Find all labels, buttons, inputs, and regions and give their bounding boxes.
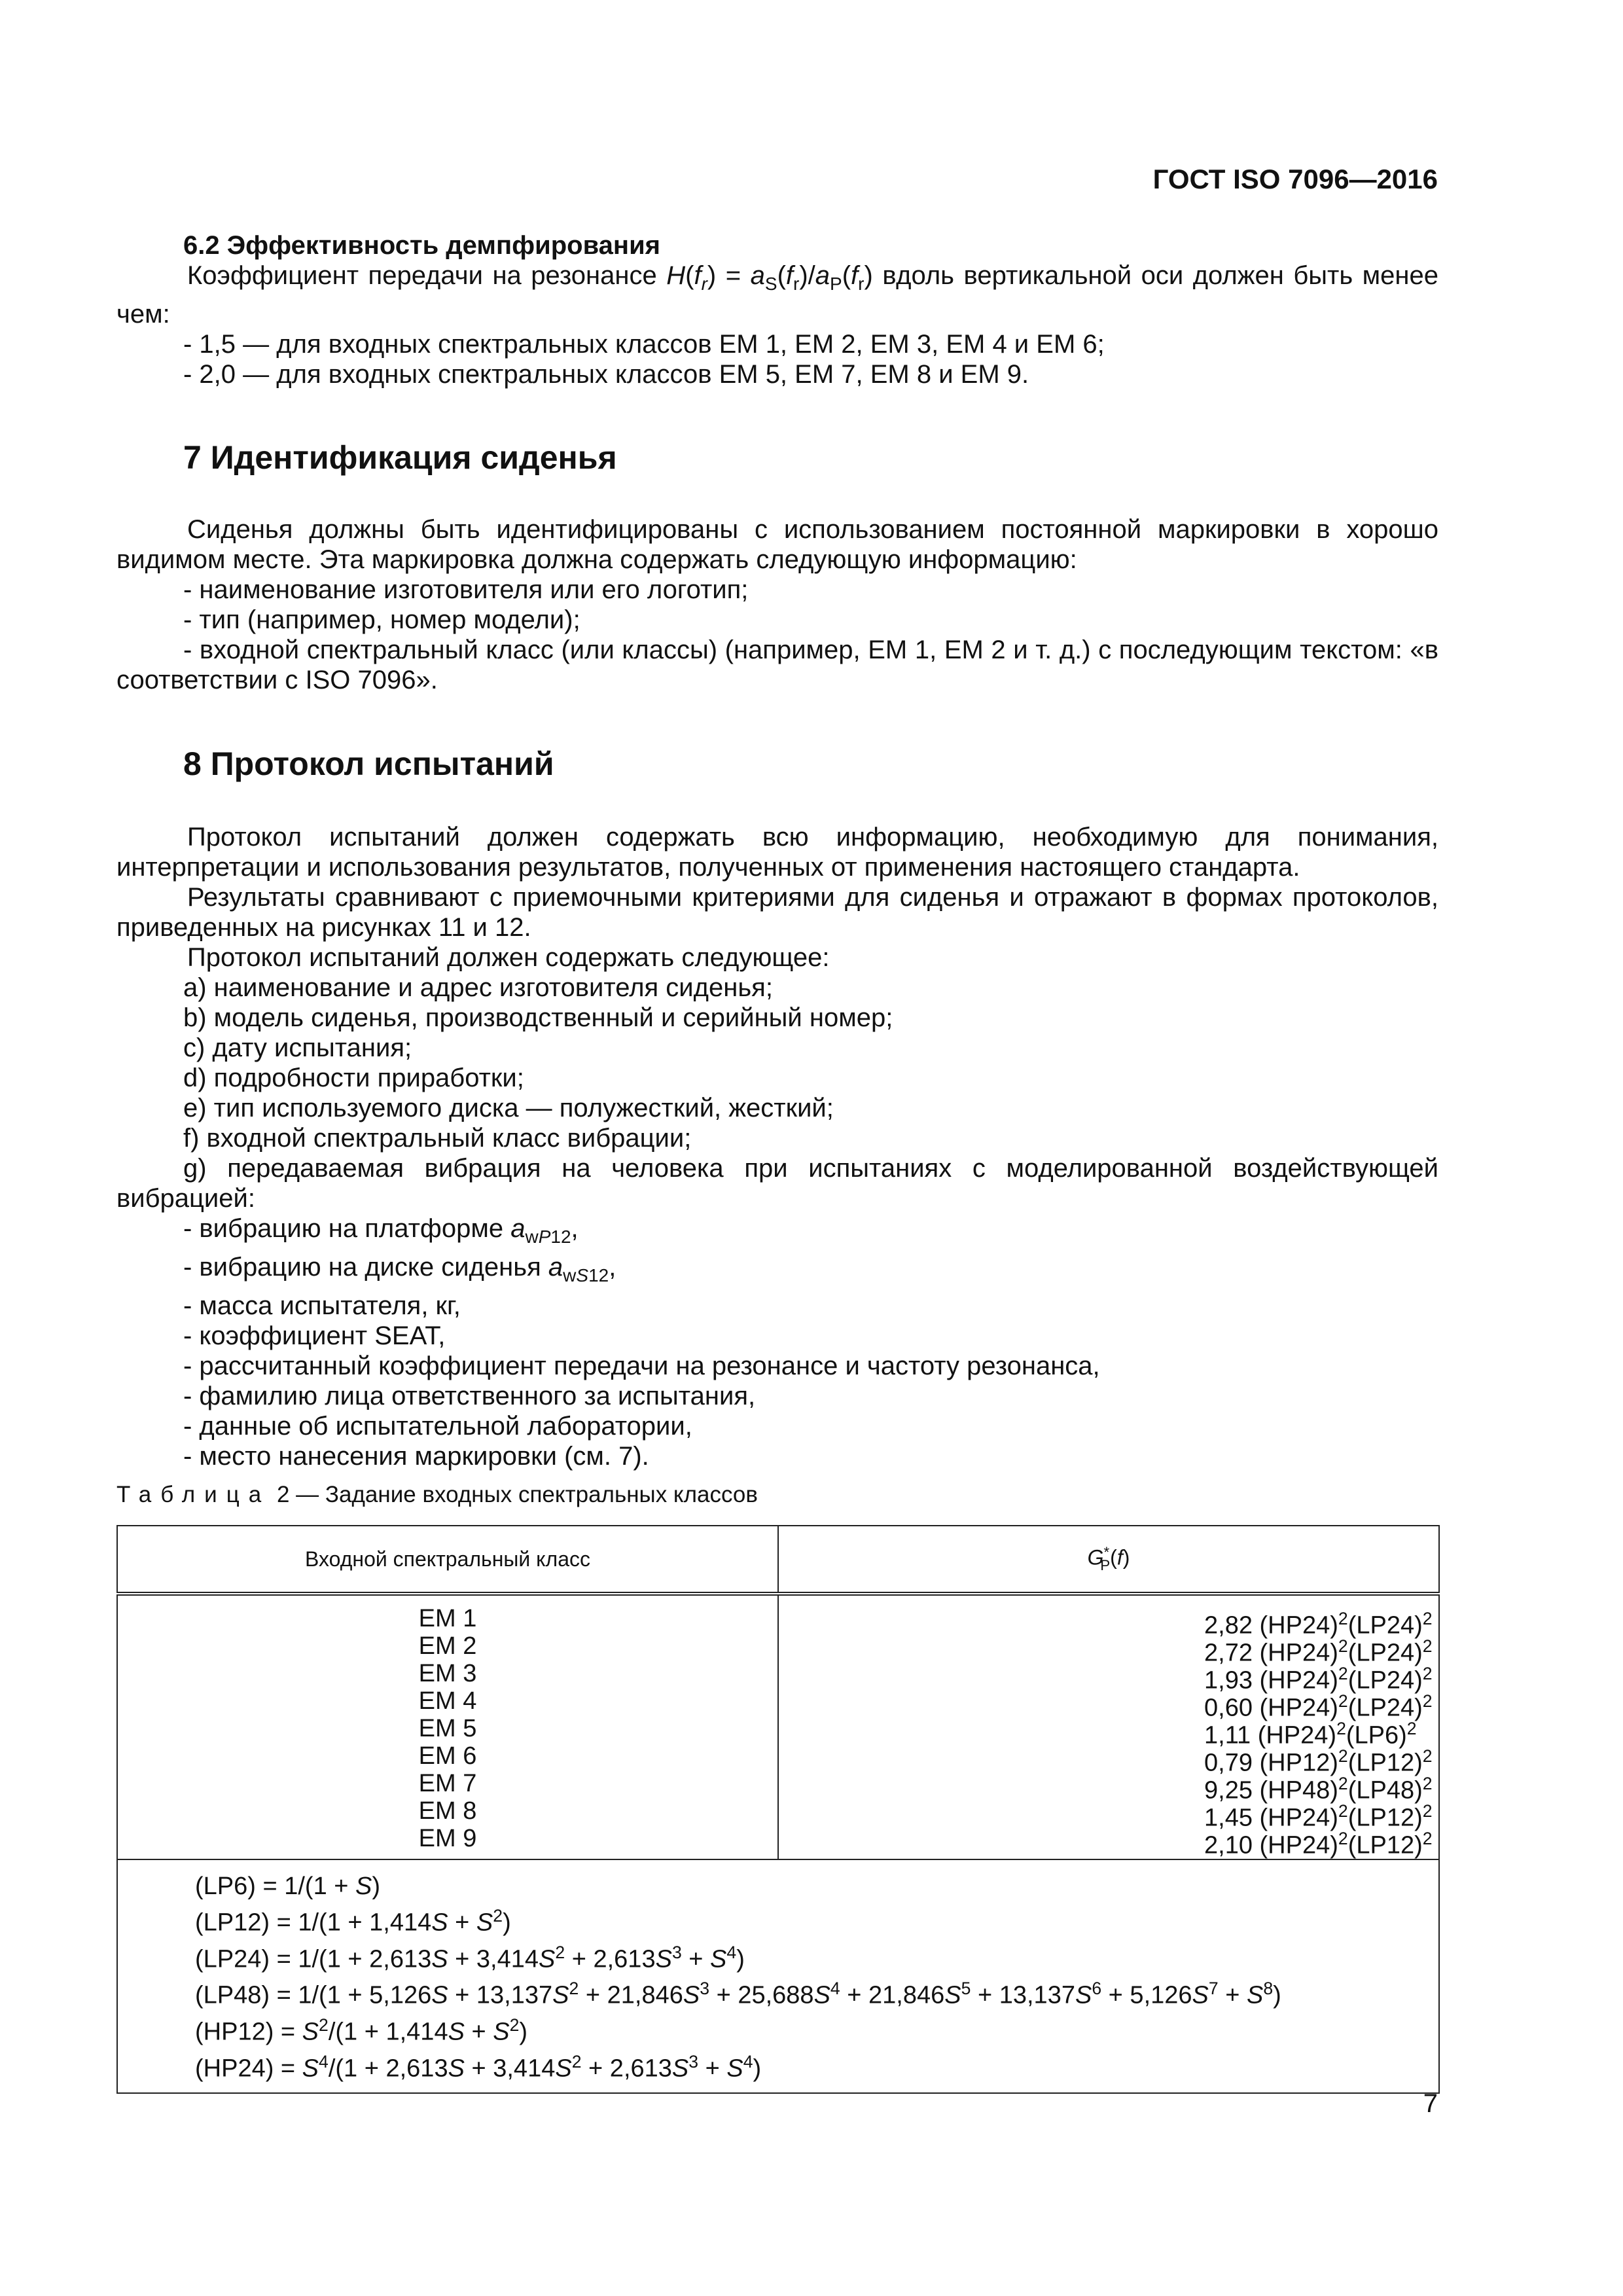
class-entry: ЕМ 1 xyxy=(418,1605,477,1632)
value-entry: 1,93 $(HP24)^2(LP24)^2$ xyxy=(1204,1664,1433,1695)
dash-item: - вибрацию на платформе $a_{wP12}$, xyxy=(183,1214,579,1247)
formula-lp48: $(LP48) = 1/(1 + 5,126S + 13,137S^2 + 21,846S^3 + 25,688S^4 + 21,846S^5 + 13,137S^6 + 5,126S^7 + S^8)$ xyxy=(195,1979,1281,2009)
spectral-class-table xyxy=(116,1525,1440,2094)
section-6-2-title: 6.2 Эффективность демпфирования xyxy=(183,231,661,260)
value-entry: 1,45 $(HP24)^2(LP12)^2$ xyxy=(1204,1801,1433,1832)
section-7-heading-wrap xyxy=(116,439,1438,476)
section-8-title: 8 Протокол испытаний xyxy=(183,745,554,782)
formula-lp24: $(LP24) = 1/(1 + 2,613S + 3,414S^2 + 2,613S^3 + S^4)$ xyxy=(195,1942,745,1973)
dash-item: - коэффициент SEAT, xyxy=(183,1321,446,1350)
formula-lp6: (LP6) = 1/(1 + S) xyxy=(195,1873,381,1900)
list-item: - 1,5 — для входных спектральных классов ЕМ 1, ЕМ 2, ЕМ 3, ЕМ 4 и ЕМ 6; xyxy=(183,330,1105,359)
table-caption: Таблица 2 — Задание входных спектральных классов xyxy=(116,1482,758,1507)
class-entry: ЕМ 2 xyxy=(418,1632,477,1660)
page-number: 7 xyxy=(1423,2089,1438,2118)
lettered-item: b) модель сиденья, производственный и серийный номер; xyxy=(183,1003,893,1032)
lettered-item: a) наименование и адрес изготовителя сиденья; xyxy=(183,973,773,1002)
col-header-gp: $G^*_P(f)$ xyxy=(778,1526,1439,1594)
value-list-cell xyxy=(778,1594,1439,1859)
dash-item: - данные об испытательной лаборатории, xyxy=(183,1412,692,1441)
class-list-cell xyxy=(117,1594,778,1859)
list-item: - тип (например, номер модели); xyxy=(183,605,580,634)
section-7 xyxy=(116,514,1438,695)
lettered-item: e) тип используемого диска — полужесткий, жесткий; xyxy=(183,1094,834,1122)
list-item: - 2,0 — для входных спектральных классов ЕМ 5, ЕМ 7, ЕМ 8 и ЕМ 9. xyxy=(183,360,1029,389)
value-entry: 2,10 $(HP24)^2(LP12)^2$ xyxy=(1204,1829,1433,1859)
section-8-paragraph: Протокол испытаний должен содержать всю информацию, необходимую для понимания, интерпретации и использования результатов, полученных от применения настоящего стандарта. xyxy=(116,823,1438,882)
dash-item: - фамилию лица ответственного за испытания, xyxy=(183,1382,756,1410)
col-header-class: Входной спектральный класс xyxy=(117,1526,778,1594)
class-entry: ЕМ 6 xyxy=(418,1742,477,1770)
table-row xyxy=(117,1594,1439,1859)
value-entry: 2,72 $(HP24)^2(LP24)^2$ xyxy=(1204,1636,1433,1667)
value-entry: 9,25 $(HP48)^2(LP48)^2$ xyxy=(1204,1774,1433,1804)
table-header-row xyxy=(117,1526,1439,1594)
class-entry: ЕМ 7 xyxy=(418,1770,477,1797)
document-header: ГОСТ ISO 7096—2016 xyxy=(1152,164,1438,194)
formula-hp24: $(HP24) = S^4/(1 + 2,613S + 3,414S^2 + 2,613S^3 + S^4)$ xyxy=(195,2051,762,2083)
section-8-paragraph: Результаты сравнивают с приемочными критериями для сиденья и отражают в формах протоколов, приведенных на рисунках 11 и 12. xyxy=(116,883,1438,942)
dash-item: - место нанесения маркировки (см. 7). xyxy=(183,1442,649,1471)
formula-cell xyxy=(117,1859,1439,2093)
section-8 xyxy=(116,822,1438,1471)
section-7-paragraph: Сиденья должны быть идентифицированы с использованием постоянной маркировки в хорошо видимом месте. Эта маркировка должна содержать следующую информацию: xyxy=(116,515,1438,574)
value-entry: 0,79 $(HP12)^2(LP12)^2$ xyxy=(1204,1746,1433,1777)
lettered-item: d) подробности приработки; xyxy=(183,1064,524,1092)
list-item: - входной спектральный класс (или классы) (например, ЕМ 1, ЕМ 2 и т. д.) с последующим текстом: «в соответствии с ISO 7096». xyxy=(116,636,1438,694)
value-entry: 1,11 $(HP24)^2(LP6)^2$ xyxy=(1204,1719,1417,1749)
dash-item: - вибрацию на диске сиденья $a_{wS12}$, xyxy=(183,1253,616,1285)
value-entry: 0,60 $(HP24)^2(LP24)^2$ xyxy=(1204,1691,1433,1722)
section-6-2-paragraph: Коэффициент передачи на резонансе $H(f_r) = a_S(f_r)/a_P(f_r)$ вдоль вертикальной оси должен быть менее чем: xyxy=(116,261,1438,329)
lettered-item: g) передаваемая вибрация на человека при испытаниях с моделированной воздействующей вибрацией: xyxy=(116,1154,1438,1213)
class-entry: ЕМ 4 xyxy=(418,1687,477,1715)
dash-item: - рассчитанный коэффициент передачи на резонансе и частоту резонанса, xyxy=(183,1352,1100,1380)
dash-item: - масса испытателя, кг, xyxy=(183,1291,461,1320)
class-entry: ЕМ 8 xyxy=(418,1797,477,1825)
section-6-2 xyxy=(116,230,1438,389)
section-8-paragraph: Протокол испытаний должен содержать следующее: xyxy=(187,943,830,972)
formula-hp12: $(HP12) = S^2/(1 + 1,414S + S^2)$ xyxy=(195,2015,528,2046)
list-item: - наименование изготовителя или его логотип; xyxy=(183,575,749,604)
lettered-item: c) дату испытания; xyxy=(183,1033,412,1062)
class-entry: ЕМ 5 xyxy=(418,1715,477,1742)
value-entry: 2,82 $(HP24)^2(LP24)^2$ xyxy=(1204,1609,1433,1640)
formula-lp12: $(LP12) = 1/(1 + 1,414S + S^2)$ xyxy=(195,1906,511,1937)
section-8-heading-wrap xyxy=(116,745,1438,782)
lettered-item: f) входной спектральный класс вибрации; xyxy=(183,1124,692,1153)
class-entry: ЕМ 3 xyxy=(418,1660,477,1687)
formula-row xyxy=(117,1859,1439,2093)
section-7-title: 7 Идентификация сиденья xyxy=(183,439,617,476)
class-entry: ЕМ 9 xyxy=(418,1825,477,1852)
